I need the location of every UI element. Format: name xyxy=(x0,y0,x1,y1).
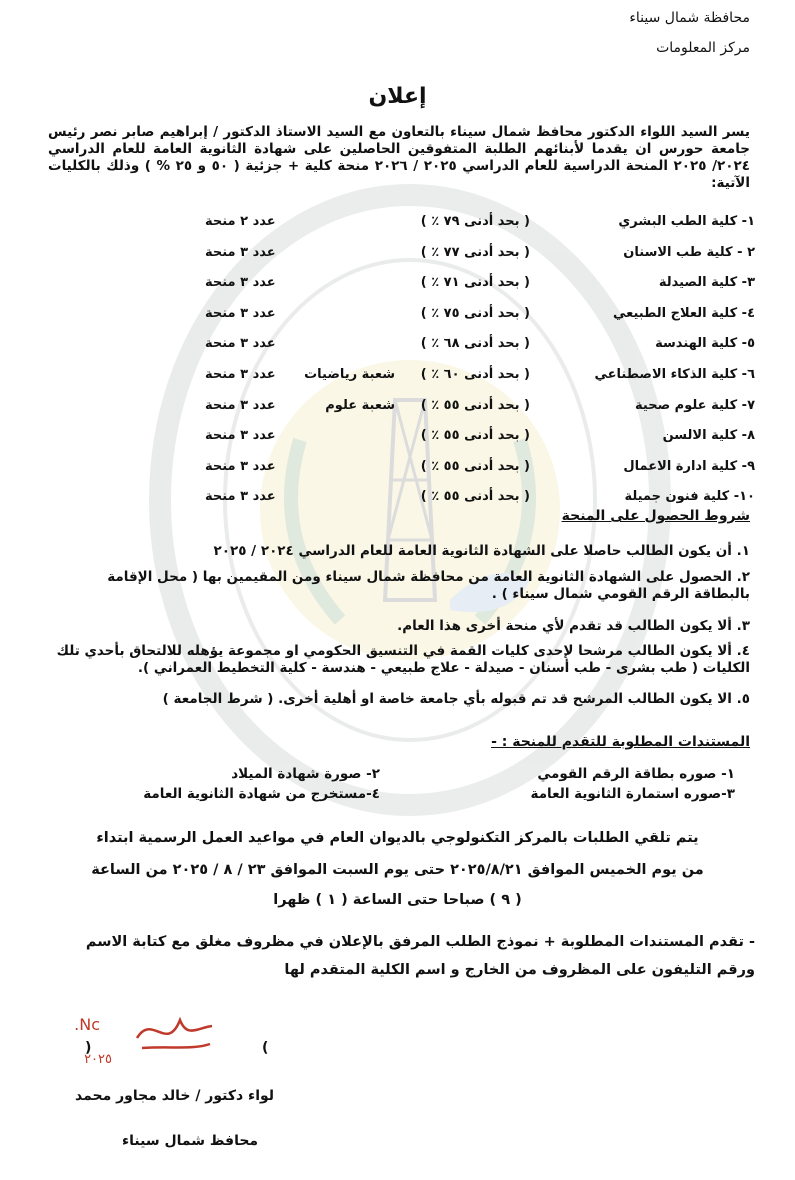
conditions-title: شروط الحصول على المنحة xyxy=(561,508,750,524)
seat-count: عدد ٣ منحة xyxy=(205,336,276,352)
faculty-row xyxy=(40,428,755,450)
document-item: ١- صوره بطاقة الرقم القومي xyxy=(537,766,735,782)
faculty-row xyxy=(40,398,755,420)
page-title: إعلان xyxy=(368,84,427,109)
seat-count: عدد ٣ منحة xyxy=(205,367,276,382)
faculty-name: ٨- كلية الالسن xyxy=(662,428,755,444)
signature-bracket-right: ) xyxy=(262,1040,269,1056)
faculty-row xyxy=(40,214,755,236)
branch-label: شعبة علوم xyxy=(325,397,395,413)
faculty-name: ١٠- كلية فنون جميلة xyxy=(624,489,755,505)
faculty-row xyxy=(40,306,755,328)
notice-line-3: ( ٩ ) صباحا حتى الساعة ( ١ ) ظهرا xyxy=(273,892,522,908)
seat-count: عدد ٣ منحة xyxy=(205,489,276,505)
faculty-name: ٧- كلية علوم صحية xyxy=(635,397,755,413)
document-item: ٢- صورة شهادة الميلاد xyxy=(231,766,380,782)
faculty-name: ١- كلية الطب البشري xyxy=(618,214,755,229)
handwritten-signature xyxy=(74,1008,222,1068)
department-label: مركز المعلومات xyxy=(656,40,750,56)
notice-line-2: من يوم الخميس الموافق ٢٠٢٥/٨/٢١ حتى يوم السبت الموافق ٢٣ / ٨ / ٢٠٢٥ من الساعة xyxy=(91,862,704,878)
faculty-row xyxy=(40,459,755,481)
condition-item: ٢. الحصول على الشهادة الثانوية العامة من محافظة شمال سيناء ومن المقيمين بها ( محل الإقامة بالبطاقة الرقم القومي شمال سيناء ) . xyxy=(107,569,750,602)
faculty-name: ٩- كلية ادارة الاعمال xyxy=(623,458,755,474)
min-grade: ( بحد أدنى ٧٥ ٪ ) xyxy=(420,305,530,321)
condition-item: ٣. ألا يكون الطالب قد تقدم لأي منحة أخرى هذا العام. xyxy=(397,618,750,634)
min-grade: ( بحد أدنى ٦٠ ٪ ) xyxy=(420,367,530,382)
document-item: ٤-مستخرج من شهادة الثانوية العامة xyxy=(143,786,380,802)
signatory-office: محافظ شمال سيناء xyxy=(122,1133,259,1149)
svg-text:٢٠٢٥: ٢٠٢٥ xyxy=(84,1052,112,1067)
faculty-name: ٤- كلية العلاج الطبيعي xyxy=(613,305,755,321)
min-grade: ( بحد أدنى ٥٥ ٪ ) xyxy=(420,458,530,474)
faculty-name: ٣- كلية الصيدلة xyxy=(658,275,755,291)
faculty-name: ٦- كلية الذكاء الاصطناعي xyxy=(594,367,755,382)
intro-paragraph: يسر السيد اللواء الدكتور محافظ شمال سيناء بالتعاون مع السيد الاستاذ الدكتور / إبراهيم صابر نصر رئيس جامعة حورس ان يقدما لأبنائهم الطلبة المتفوقين الحاصلين على شهادة الثانوية العامة للعام الدراسي ٢٠٢٤/ ٢٠٢٥ المنحة الدراسية للعام الدراسي ٢٠٢٥ / ٢٠٢٦ منحة كلية + جزئية ( ٥٠ و ٢٥ % ) وذلك بالكليات الآتية: xyxy=(48,124,750,191)
governorate-label: محافظة شمال سيناء xyxy=(629,10,750,26)
document-item: ٣-صوره استمارة الثانوية العامة xyxy=(530,786,735,802)
seat-count: عدد ٣ منحة xyxy=(205,305,276,321)
faculty-row xyxy=(40,275,755,297)
min-grade: ( بحد أدنى ٧٧ ٪ ) xyxy=(420,244,530,260)
seat-count: عدد ٣ منحة xyxy=(205,275,276,291)
signature-bracket-left: ( xyxy=(85,1040,92,1056)
condition-item: ١. أن يكون الطالب حاصلا على الشهادة الثانوية العامة للعام الدراسي ٢٠٢٤ / ٢٠٢٥ xyxy=(213,543,750,559)
faculty-row xyxy=(40,367,755,389)
branch-label: شعبة رياضيات xyxy=(304,367,395,382)
seat-count: عدد ٣ منحة xyxy=(205,458,276,474)
notice-line-1: يتم تلقي الطلبات بالمركز التكنولوجي بالديوان العام في مواعيد العمل الرسمية ابتداء xyxy=(96,830,699,846)
min-grade: ( بحد أدنى ٥٥ ٪ ) xyxy=(420,489,530,505)
seat-count: عدد ٢ منحة xyxy=(205,214,276,229)
seat-count: عدد ٣ منحة xyxy=(205,244,276,260)
min-grade: ( بحد أدنى ٧٩ ٪ ) xyxy=(420,214,530,229)
condition-item: ٥. الا يكون الطالب المرشح قد تم قبوله بأي جامعة خاصة او أهلية أخرى. ( شرط الجامعة ) xyxy=(162,691,750,707)
seat-count: عدد ٣ منحة xyxy=(205,428,276,444)
min-grade: ( بحد أدنى ٥٥ ٪ ) xyxy=(420,397,530,413)
signatory-name: لواء دكتور / خالد مجاور محمد xyxy=(75,1088,275,1104)
faculty-name: ٥- كلية الهندسة xyxy=(655,336,755,352)
submission-instructions: - تقدم المستندات المطلوبة + نموذج الطلب المرفق بالإعلان في مظروف مغلق مع كتابة الاسم ورقم التليفون على المظروف من الخارج و اسم الكلية المتقدم لها xyxy=(85,934,755,978)
min-grade: ( بحد أدنى ٦٨ ٪ ) xyxy=(420,336,530,352)
min-grade: ( بحد أدنى ٥٥ ٪ ) xyxy=(420,428,530,444)
svg-text:Nc.: Nc. xyxy=(74,1015,100,1034)
condition-item: ٤. ألا يكون الطالب مرشحا لإحدى كليات القمة في التنسيق الحكومي او مجموعة يؤهله للالتحاق بأحدي تلك الكليات ( طب بشرى - طب أسنان - صيدلة - علاج طبيعي - هندسة - كلية التخطيط العمراني ). xyxy=(56,643,750,676)
faculty-name: ٢ - كلية طب الاسنان xyxy=(623,244,755,260)
min-grade: ( بحد أدنى ٧١ ٪ ) xyxy=(420,275,530,291)
seat-count: عدد ٣ منحة xyxy=(205,397,276,413)
faculty-row xyxy=(40,336,755,358)
documents-title: المستندات المطلوبة للتقدم للمنحة : - xyxy=(491,734,750,750)
faculty-row xyxy=(40,245,755,267)
